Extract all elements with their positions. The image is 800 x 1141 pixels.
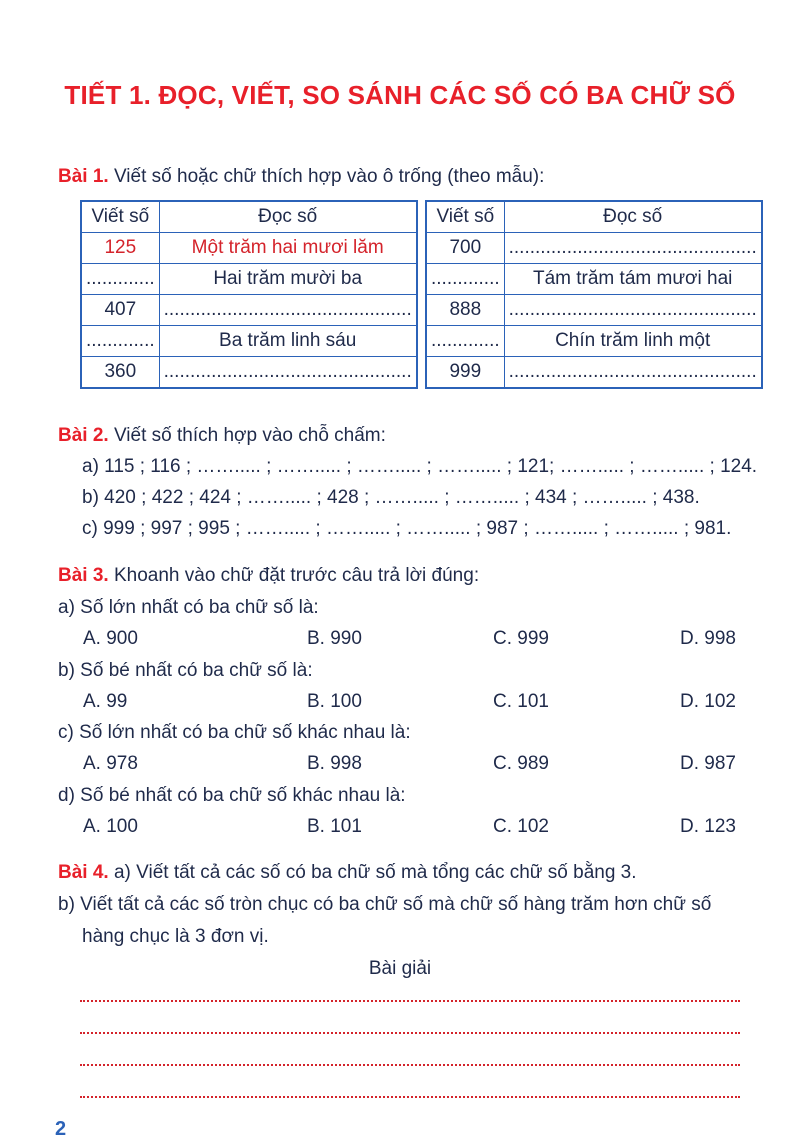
table-cell: Chín trăm linh một [504,326,762,357]
exercise-1-text: Viết số hoặc chữ thích hợp vào ô trống (theo mẫu): [108,166,545,187]
exercise-1-left-table [80,200,418,389]
option: A. 900 [83,628,138,649]
question-b: b) Số bé nhất có ba chữ số là: [58,660,313,681]
option: A. 100 [83,816,138,837]
exercise-2-heading [58,425,386,447]
table-cell: 125 [81,233,159,264]
option: B. 998 [307,753,362,774]
table-cell: ............................................... [504,295,762,326]
question-c: c) Số lớn nhất có ba chữ số khác nhau là: [58,722,411,743]
table-row [426,357,762,389]
answer-line [80,1032,740,1034]
answer-line [80,1064,740,1066]
table-cell: ............................................... [159,295,417,326]
table-row [81,233,417,264]
table-row [426,264,762,295]
option: B. 990 [307,628,362,649]
table-cell: 888 [426,295,504,326]
table-cell: ............. [81,264,159,295]
table-header: Đọc số [504,201,762,233]
exercise-2-text: Viết số thích hợp vào chỗ chấm: [108,425,386,446]
exercise-2-line-b: b) 420 ; 422 ; 424 ; ……..... ; 428 ; ……..... ; ……..... ; 434 ; ……..... ; 438. [82,487,700,508]
table-cell: 360 [81,357,159,389]
exercise-2-label: Bài 2. [58,425,109,446]
exercise-1-label: Bài 1. [58,166,109,187]
solution-label: Bài giải [368,958,432,979]
option: D. 123 [680,816,736,837]
exercise-4-b-line-1: b) Viết tất cả các số tròn chục có ba chữ số mà chữ số hàng trăm hơn chữ số [58,894,712,915]
exercise-1-heading [58,166,544,188]
option: C. 102 [493,816,549,837]
table-header-row [81,201,417,233]
table-row [426,295,762,326]
exercise-4-label: Bài 4. [58,862,109,883]
table-cell: ............. [81,326,159,357]
table-header: Viết số [426,201,504,233]
table-header: Viết số [81,201,159,233]
table-row [426,326,762,357]
table-header-row [426,201,762,233]
table-cell: Tám trăm tám mươi hai [504,264,762,295]
option: C. 989 [493,753,549,774]
table-row [81,264,417,295]
option: A. 99 [83,691,128,712]
table-row [81,295,417,326]
option: C. 101 [493,691,549,712]
table-header: Đọc số [159,201,417,233]
option: D. 102 [680,691,736,712]
table-cell: Ba trăm linh sáu [159,326,417,357]
exercise-2-line-a: a) 115 ; 116 ; ……..... ; ……..... ; ……..... ; ……..... ; 121; ……..... ; ……..... ; 124. [82,456,758,477]
option: D. 998 [680,628,736,649]
page-number: 2 [55,1118,67,1140]
option: B. 101 [307,816,362,837]
table-cell: 700 [426,233,504,264]
table-cell: ............................................... [504,357,762,389]
option: A. 978 [83,753,138,774]
table-row [426,233,762,264]
option: B. 100 [307,691,362,712]
exercise-1-right-table [425,200,763,389]
option: C. 999 [493,628,549,649]
question-a: a) Số lớn nhất có ba chữ số là: [58,597,319,618]
table-cell: ............................................... [504,233,762,264]
page-title: TIẾT 1. ĐỌC, VIẾT, SO SÁNH CÁC SỐ CÓ BA CHỮ SỐ [64,80,736,110]
table-cell: 407 [81,295,159,326]
exercise-3-text: Khoanh vào chữ đặt trước câu trả lời đúng: [108,565,480,586]
question-d: d) Số bé nhất có ba chữ số khác nhau là: [58,785,406,806]
table-row [81,326,417,357]
exercise-2-line-c: c) 999 ; 997 ; 995 ; ……..... ; ……..... ; ……..... ; 987 ; ……..... ; ……..... ; 981. [82,518,732,539]
exercise-4-text: a) Viết tất cả các số có ba chữ số mà tổng các chữ số bằng 3. [108,862,637,883]
exercise-3-label: Bài 3. [58,565,109,586]
exercise-3-heading [58,565,479,587]
answer-line [80,1096,740,1098]
table-cell: ............. [426,326,504,357]
table-cell: Hai trăm mười ba [159,264,417,295]
table-cell: 999 [426,357,504,389]
exercise-4-heading [58,862,637,884]
table-row [81,357,417,389]
table-cell: ............................................... [159,357,417,389]
option: D. 987 [680,753,736,774]
exercise-4-b-line-2: hàng chục là 3 đơn vị. [82,926,269,947]
answer-line [80,1000,740,1002]
table-cell: ............. [426,264,504,295]
table-cell: Một trăm hai mươi lăm [159,233,417,264]
